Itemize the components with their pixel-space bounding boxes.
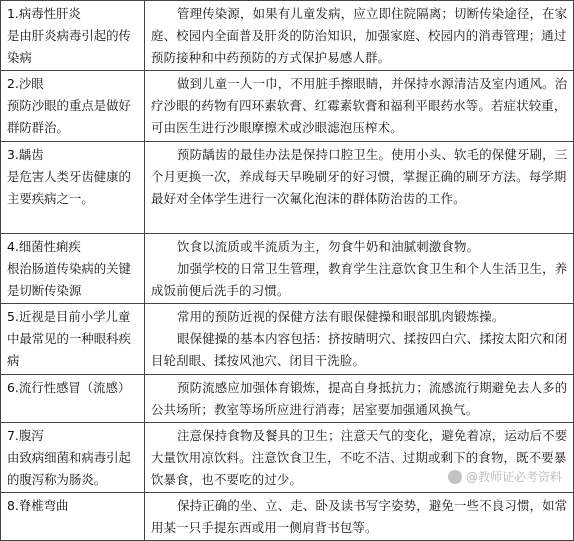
disease-note: 由致病细菌和病毒引起的腹泻称为肠炎。 — [7, 450, 131, 487]
disease-cell — [1, 234, 145, 304]
disease-cell — [1, 375, 145, 423]
measure-cell — [145, 304, 574, 375]
measure-text: 预防流感应加强体育锻炼，提高自身抵抗力；流感流行期避免去人多的公共场所；教室等场所应进行消毒；居室要加强通风换气。 — [151, 380, 568, 417]
measure-cell — [145, 234, 574, 304]
table-row — [1, 304, 574, 375]
measure-cell — [145, 142, 574, 234]
disease-note: 是由肝炎病毒引起的传染病 — [7, 28, 131, 65]
disease-name: 3.龋齿 — [7, 147, 44, 162]
disease-name: 4.细菌性痢疾 — [7, 239, 81, 254]
measure-text: 注意保持食物及餐具的卫生；注意天气的变化，避免着凉，运动后不要大量饮用凉饮料。注意饮食卫生，不吃不洁、过期或剩下的食物，既不要暴饮暴食，也不要吃的过少。 — [151, 428, 568, 487]
measure-text: 饮食以流质或半流质为主，勿食牛奶和油腻刺激食物。 — [177, 239, 480, 254]
table-row — [1, 493, 574, 541]
disease-cell — [1, 493, 145, 541]
table-row — [1, 234, 574, 304]
disease-cell — [1, 304, 145, 375]
disease-name: 8.脊椎弯曲 — [7, 498, 69, 513]
disease-cell — [1, 423, 145, 493]
measure-cell — [145, 375, 574, 423]
disease-name: 2.沙眼 — [7, 76, 44, 91]
table-row — [1, 1, 574, 71]
measure-text: 预防龋齿的最佳办法是保持口腔卫生。使用小头、软毛的保健牙刷，三个月更换一次，养成每天早晚刷牙的好习惯，掌握正确的刷牙方法。每学期最好对全体学生进行一次氟化泡沫的群体防治齿的工作。 — [151, 147, 568, 206]
measure-text: 做到儿童一人一巾，不用脏手擦眼睛，并保持水源清洁及室内通风。治疗沙眼的药物有四环素软膏、红霉素软膏和福利平眼药水等。若症状较重，可由医生进行沙眼摩擦术或沙眼滤泡压榨术。 — [151, 76, 568, 135]
table-row — [1, 423, 574, 493]
disease-note: 是危害人类牙齿健康的主要疾病之一。 — [7, 169, 131, 206]
disease-note: 预防沙眼的重点是做好群防群治。 — [7, 98, 131, 135]
measure-cell — [145, 1, 574, 71]
disease-cell — [1, 1, 145, 71]
measure-cell — [145, 71, 574, 142]
watermark-text: @教师证必考资料 — [465, 470, 562, 484]
measure-text: 常用的预防近视的保健方法有眼保健操和眼部肌肉锻炼操。 — [177, 309, 505, 324]
table-row — [1, 142, 574, 234]
disease-cell — [1, 71, 145, 142]
measure-cell — [145, 423, 574, 493]
measure-text: 管理传染源，如果有儿童发病，应立即住院隔离；切断传染途径，在家庭、校园内全面普及肝炎的防治知识，加强家庭、校园内的消毒管理；通过预防接种和中药预防的方式保护易感人群。 — [151, 6, 568, 65]
disease-note: 根治肠道传染病的关键是切断传染源 — [7, 261, 131, 298]
table-row — [1, 71, 574, 142]
disease-name: 6.流行性感冒（流感） — [7, 380, 131, 395]
disease-cell — [1, 142, 145, 234]
disease-name: 1.病毒性肝炎 — [7, 6, 81, 21]
disease-name: 7.腹泻 — [7, 428, 44, 443]
table-row — [1, 375, 574, 423]
measure-cell — [145, 493, 574, 541]
disease-name: 5.近视是目前小学儿童中最常见的一种眼科疾病 — [7, 309, 131, 368]
measure-text: 眼保健操的基本内容包括：挤按睛明穴、揉按四白穴、揉按太阳穴和闭目轮刮眼、揉按风池穴、闭目干洗脸。 — [151, 331, 568, 368]
measure-text: 加强学校的日常卫生管理，教育学生注意饮食卫生和个人生活卫生，养成饭前便后洗手的习惯。 — [151, 261, 568, 298]
measure-text: 保持正确的坐、立、走、卧及读书写字姿势，避免一些不良习惯，如常用某一只手提东西或用一侧肩背书包等。 — [151, 498, 568, 535]
